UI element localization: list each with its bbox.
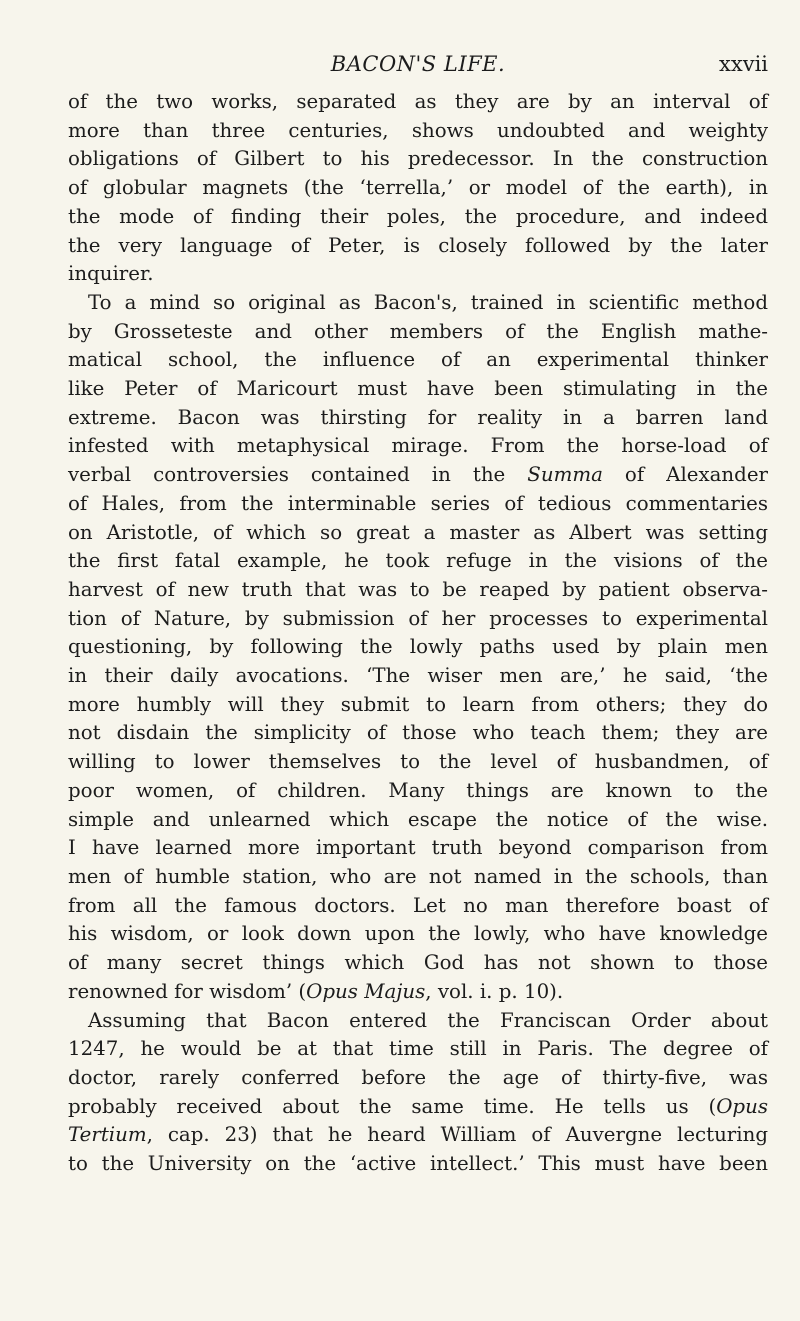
text-line: willing to lower themselves to the level of husbandmen, of — [68, 750, 768, 774]
text-line: obligations of Gilbert to his predecessor. In the construction — [68, 147, 768, 171]
paragraph — [68, 1007, 768, 1179]
text-line: men of humble station, who are not named in the schools, than — [68, 864, 768, 888]
text-line: to the University on the ‘active intellect.’ This must have been — [68, 1152, 768, 1176]
text-line: on Aristotle, of which so great a master as Albert was setting — [68, 520, 768, 544]
text-line: 1247, he would be at that time still in Paris. The degree of — [68, 1037, 768, 1061]
text-line: by Grosseteste and other members of the English mathe- — [68, 319, 768, 343]
text-line: matical school, the influence of an experimental thinker — [68, 348, 768, 372]
text-line: inquirer. — [68, 262, 154, 286]
text-line: his wisdom, or look down upon the lowly, who have knowledge — [68, 922, 768, 946]
text-line: verbal controversies contained in the Summa of Alexander — [68, 463, 769, 487]
text-line: of Hales, from the interminable series of tedious commentaries — [68, 491, 768, 515]
page-number: xxvii — [719, 52, 768, 76]
text-line: more than three centuries, shows undoubted and weighty — [68, 118, 768, 142]
text-line: from all the famous doctors. Let no man therefore boast of — [68, 893, 768, 917]
text-line: the first fatal example, he took refuge in the visions of the — [68, 549, 768, 573]
page-header — [68, 52, 768, 82]
text-line: probably received about the same time. He tells us (Opus — [68, 1094, 768, 1118]
paragraph — [68, 289, 768, 1007]
text-line: poor women, of children. Many things are known to the — [68, 778, 768, 802]
text-line: in their daily avocations. ‘The wiser men are,’ he said, ‘the — [68, 664, 768, 688]
text-line: renowned for wisdom’ (Opus Majus, vol. i. p. 10). — [68, 979, 564, 1003]
text-line: not disdain the simplicity of those who teach them; they are — [68, 721, 768, 745]
text-line: Tertium, cap. 23) that he heard William of Auvergne lecturing — [68, 1123, 768, 1147]
book-page — [68, 52, 768, 1179]
text-line: of the two works, separated as they are by an interval of — [68, 90, 768, 113]
text-line: questioning, by following the lowly paths used by plain men — [68, 635, 768, 659]
text-line: To a mind so original as Bacon's, trained in scientific method — [88, 290, 768, 314]
body-text — [68, 88, 768, 1179]
text-line: harvest of new truth that was to be reaped by patient observa- — [68, 577, 768, 601]
text-line: extreme. Bacon was thirsting for reality in a barren land — [68, 405, 768, 429]
text-line: infested with metaphysical mirage. From the horse-load of — [68, 434, 768, 458]
text-line: of globular magnets (the ‘terrella,’ or model of the earth), in — [68, 176, 768, 200]
text-line: I have learned more important truth beyond comparison from — [68, 836, 768, 860]
text-line: doctor, rarely conferred before the age of thirty-five, was — [68, 1065, 768, 1089]
text-line: more humbly will they submit to learn from others; they do — [68, 692, 768, 716]
text-line: the very language of Peter, is closely followed by the later — [68, 233, 768, 257]
text-line: simple and unlearned which escape the notice of the wise. — [68, 807, 768, 831]
text-line: the mode of finding their poles, the procedure, and indeed — [68, 204, 768, 228]
text-line: like Peter of Maricourt must have been stimulating in the — [68, 377, 768, 401]
text-line: of many secret things which God has not shown to those — [68, 951, 768, 975]
running-title: BACON'S LIFE. — [330, 52, 506, 76]
text-line: tion of Nature, by submission of her processes to experimental — [68, 606, 768, 630]
paragraph — [68, 88, 768, 289]
text-line: Assuming that Bacon entered the Franciscan Order about — [88, 1008, 768, 1032]
